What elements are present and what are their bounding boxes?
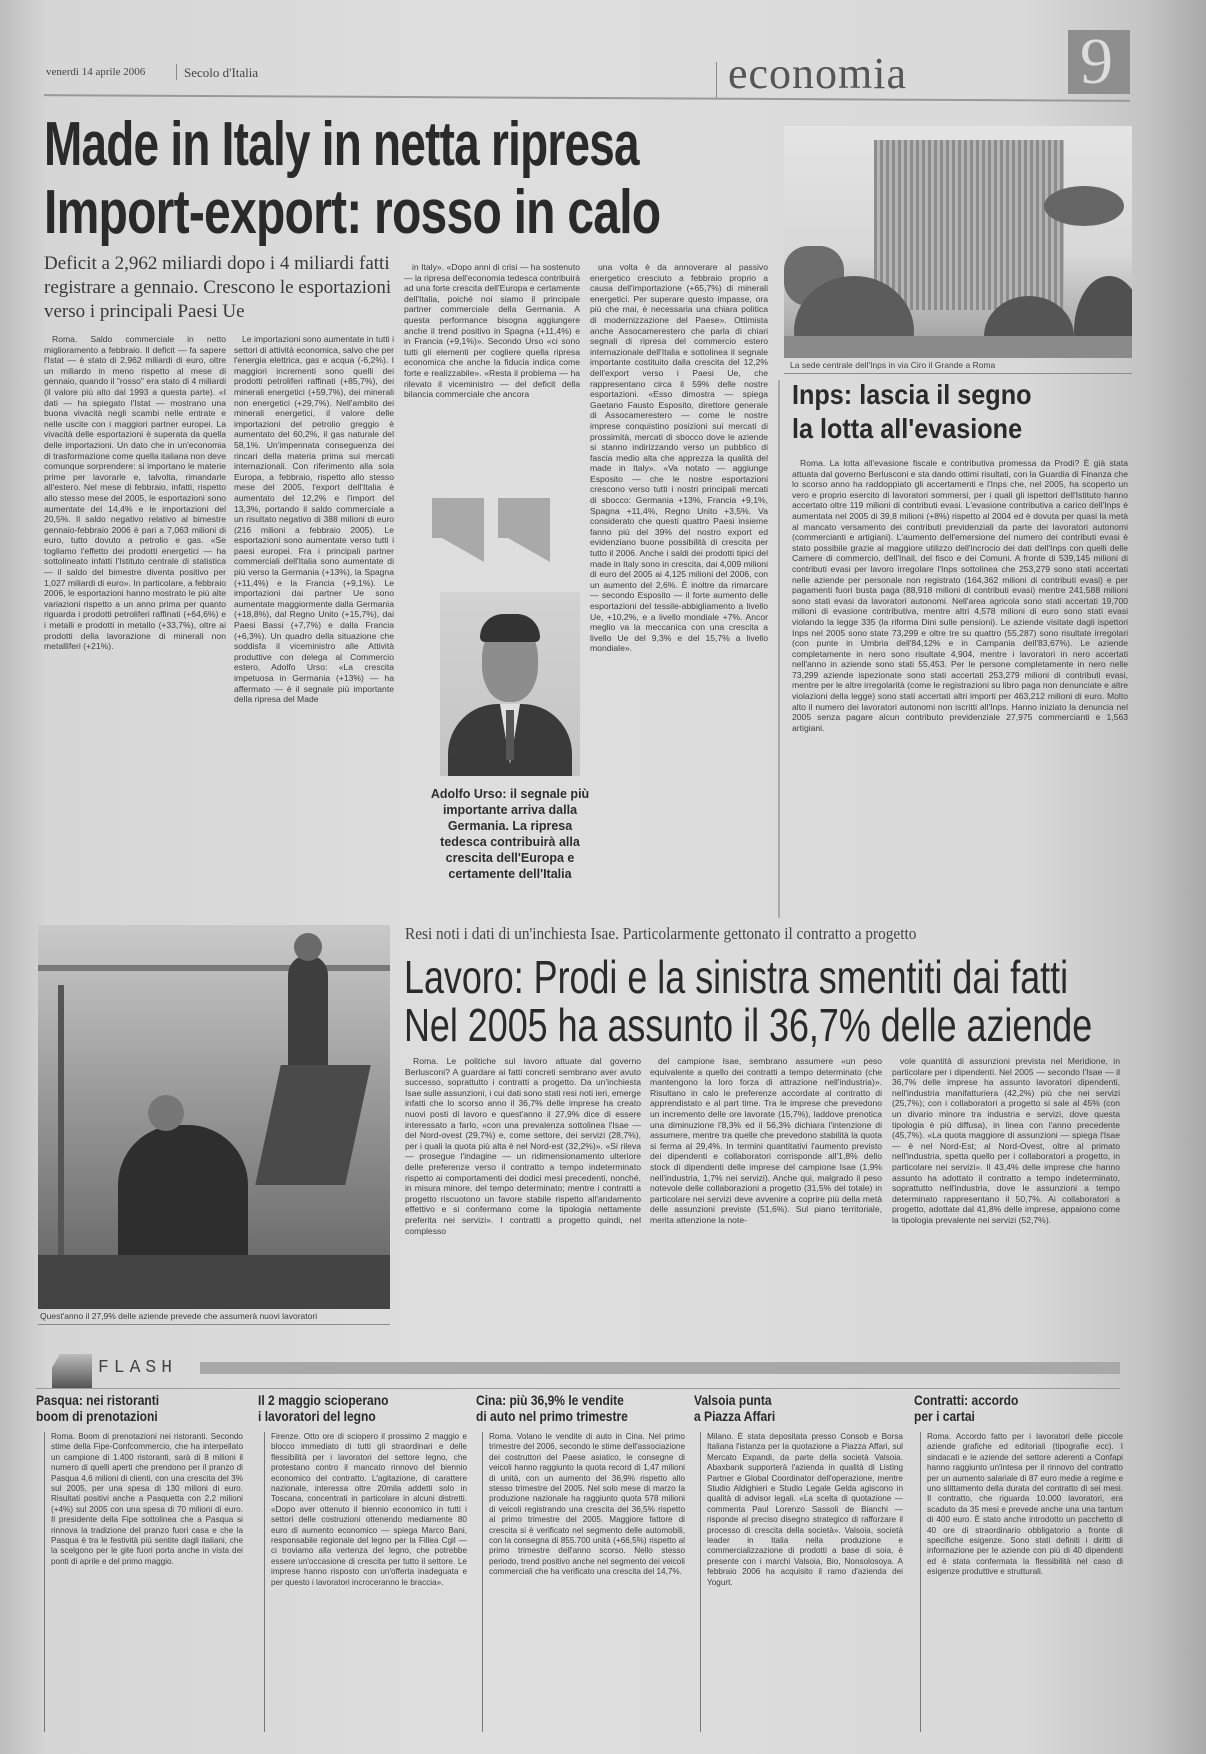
page-number: 9 (1080, 25, 1113, 98)
inps-building-photo (784, 126, 1132, 358)
flash-headline-line-1: Pasqua: nei ristoranti (36, 1392, 160, 1408)
workers-photo (38, 925, 390, 1309)
inps-headline-line-2: la lotta all'evasione (792, 413, 1023, 444)
lavoro-headline-line-2: Nel 2005 ha assunto il 36,7% delle aziende (404, 999, 1093, 1051)
flash-bar (200, 1362, 1120, 1374)
flash-body: Roma. Accordo fatto per i lavoratori delle piccole aziende grafiche ed editoriali (tipografie ecc). I sindacati e le aziende del settore aderenti a Confapi hanno raggiunto un'intesa per il rinnovo del contratto per un aumento salariale di 87 euro medie a regime e uno slittamento della durata del contratto di sei mesi. Il contratto, che riguarda 10.000 lavoratori, era scaduto da 35 mesi e prevede anche una una tantum di 400 euro. È stato anche introdotto un pacchetto di 40 ore di straordinario obbligatorio a fronte di specifiche esigenze. Sono stati definiti i diritti di informazione per le aziende con più di 40 dipendenti ed è stata confermata la flessibilità nel caso di esigenze produttive e strutturali. (920, 1432, 1123, 1732)
flash-body: Milano. È stata depositata presso Consob e Borsa Italiana l'istanza per la quotazione a Piazza Affari, sul Mercato Expandi, da parte della società Valsoia. Abaxbank supporterà l'azienda in qualità di Listing Partner e Global Coordinator dell'operazione, mentre Studio Aldighieri e Studio Legale Gelda agiscono in qualità di advisor legali. «La scelta di quotazione — commenta Paul Lorenzo Sassoli de Bianchi — risponde al preciso disegno strategico di rafforzare il processo di crescita della società». Valsoia, società leader in Italia nella produzione e commercializzazione di prodotti a base di soia, è presente con i marchi Valsoia, Bio, Nonsolosoya. A febbraio 2006 ha acquisito il ramo d'azienda dei Yogurt. (700, 1432, 903, 1732)
flash-label: FLASH (98, 1358, 178, 1378)
lavoro-column-1 (405, 1056, 641, 1326)
flash-headline-line-1: Contratti: accordo (914, 1392, 1019, 1408)
inps-headline-line-1: Inps: lascia il segno (792, 379, 1032, 410)
flash-headline-line-2: di auto nel primo trimestre (476, 1408, 628, 1424)
top-headline-line-1: Made in Italy in netta ripresa (44, 110, 639, 179)
paragraph: Roma. Le politiche sul lavoro attuate dal governo Berlusconi? A guardare ai fatti concreti sembrano aver avuto successo, soprattutto i contratti a progetto. Da un'inchiesta Isae sulle assunzioni, i cui dati sono stati resi noti ieri, emerge infatti che lo scorso anno il 36,7% delle imprese ha creato nuovi posti di lavoro e quest'anno il 27,9% dice di essere interessato a farlo, «con una prevalenza sottolinea l'Isae — del Nord-ovest (29,7%) e, come settore, dei servizi (28,7%), per i quali la quota più alta è nel Nord-est (32,2%)». «Si rileva — prosegue l'indagine — un ridimensionamento ulteriore delle preferenze verso il contratto a tempo indeterminato rispetto ai comportamenti dei dodici mesi precedenti, nonché, in misura minore, del tempo determinato; mentre i contratti a progetto riscuotono un favore stabile rispetto all'andamento effettivo e si confermano come la tipologia nettamente preferita nei servizi». I contratti a progetto quindi, nel complesso (405, 1056, 641, 1236)
top-article-column-4 (590, 262, 768, 920)
flash-headline-line-2: boom di prenotazioni (36, 1408, 158, 1424)
newspaper-name: Secolo d'Italia (184, 65, 259, 80)
inps-caption-rule (784, 373, 1132, 374)
flash-headline-line-1: Valsoia punta (694, 1392, 772, 1408)
portrait-caption: Adolfo Urso: il segnale più importante arriva dalla Germania. La ripresa tedesca contribuirà alla crescita dell'Europa e certamente dell'Italia (430, 787, 590, 881)
lavoro-headline-line-1: Lavoro: Prodi e la sinistra smentiti dai fatti (404, 951, 1069, 1003)
top-article-column-3 (404, 262, 580, 494)
column-divider (778, 380, 780, 918)
paragraph: del campione Isae, sembrano assumere «un peso equivalente a quello dei contratti a tempo determinato (che mantengono la loro forza di attrazione nell'industria)». Risultano in calo le preferenze accordate al contratto di apprendistato e al part time. Tra le imprese che prevedono un incremento delle ore lavorate (15,7%), laddove prenotica una diminuzione l'8,3% ed il 56,3% dichiara l'intenzione di assumere, mentre tra quelle che prevedono stabilità la quota si ferma al 29,4%. In termini quantitativi l'aumento previsto dei dipendenti e collaboratori corrisponde all'1,8% dello stock di dipendenti delle imprese del campione Isae (1,9% nell'industria, 1,7% nei servizi). Anche qui, malgrado il peso notevole delle collaborazioni a progetto (31,5% del totale) in particolare nei servizi deve avvenire a coprire più della metà delle assunzioni previste (51,6%). Sul piano territoriale, merita attenzione la note- (650, 1056, 882, 1225)
inps-photo-caption: La sede centrale dell'Inps in via Ciro il Grande a Roma (790, 360, 996, 370)
flash-body: Roma. Boom di prenotazioni nei ristoranti. Secondo stime della Fipe-Confcommercio, che ha interpellato un campione di 1.400 ristoranti, sarà di 8 milioni il numero di quelli aperti che prendono per il pranzo di Pasqua 4,6 milioni di clienti, con una crescita del 3% sul 2005, per una spesa di 130 milioni di euro. Risultati positivi anche a Pasquetta con 2,2 milioni (+4%) sul 2005 con una spesa di 70 milioni di euro. Il presidente della Fipe sottolinea che a Pasqua si rinnova la tradizione del pranzo fuori casa e che la Pasqua è tra le festività più sentite dagli italiani, che la scelgono per le gite fuori porta anche in vista dei ponti di aprile e del primo maggio. (44, 1432, 243, 1732)
paragraph: Le importazioni sono aumentate in tutti i settori di attività economica, salvo che per l'energia elettrica, gas e acqua (-6,2%). I maggiori incrementi sono quelli dei prodotti petroliferi raffinati (+85,7%), dei minerali energetici (+59,7%), dei minerali non energetici (+29,7%). Nell'ambito dei minerali energetici, il valore delle importazioni del petrolio greggio è aumentato del 60,2%, il gas naturale del 58,1%. Un'impennata conseguenza dei rincari della materia prima sui mercati internazionali. Con riferimento alla sola Europa, a febbraio, rispetto allo stesso mese del 2005, l'export dell'Italia è aumentato del 12,2% e l'import del 13,3%, portando il saldo commerciale a un risultato negativo di 388 milioni di euro (216 milioni a febbraio 2005). Le esportazioni sono aumentate verso tutti i paesi europei. Fra i principali partner commerciali dell'Italia sono aumentate di più verso la Germania (+13%), la Spagna (+11,4%) e la Francia (+9,1%). Le importazioni dai partner Ue sono aumentate maggiormente dalla Germania (+18,8%), dal Regno Unito (+15,7%), dai Paesi Bassi (+7,7%) e dalla Francia (+6,3%). Un quadro della situazione che soddisfa il viceministro alle Attività produttive con delega al Commercio estero, Adolfo Urso: «La crescita impetuosa in Germania (+13%) — ha affermato — è il segnale più importante della ripresa del Made (234, 334, 394, 705)
workers-photo-caption: Quest'anno il 27,9% delle aziende prevede che assumerà nuovi lavoratori (40, 1311, 318, 1321)
workers-caption-rule (38, 1324, 390, 1325)
paragraph: una volta è da annoverare al passivo energetico cresciuto a febbraio proprio a causa dell'importazione (+65,7%) di minerali energetici. Per superare questo impasse, ora più che mai, è necessaria una chiara politica di modernizzazione del Paese». Ottimista anche Assocamerestero che parla di chiari segnali di ripresa del commercio estero internazionale dell'Italia e sottolinea il segnale importante costituito dalla crescita del 12,2% dell'export verso i Paesi Ue, che rappresentano circa il 59% delle nostre esportazioni. «Esso dimostra — spiega Gaetano Fausto Esposito, direttore generale di Assocamerestero — come le nostre imprese conquistino posizioni sui mercati di prossimità, mercati di sbocco dove le aziende si stanno indirizzando verso un pubblico di fascia medio alta che apprezza la qualità del made in Italy». «Va notato — aggiunge Esposito — che le nostre esportazioni crescono verso tutti i nostri principali mercati di sbocco: Germania +13%, Francia +9,1%, Spagna +11,4%, Regno Unito +3,5%. Va considerato che questi quattro Paesi insieme fanno più del 39% del nostro export ed evidenziano buone possibilità di crescita per tutto il 2006. Anche i saldi dei prodotti tipici del made in Italy sono in crescita, dai 4,009 milioni di euro del 2005 ai 4,125 milioni del 2006, con un aumento del 2,6%. È inoltre da rimarcare — secondo Esposito — il forte aumento delle esportazioni del tessile-abbigliamento a livello Ue, +10,2%, e a livello mondiale +7%. Ancor meglio va la meccanica con una crescita a livello Ue del 9,3% e del 15,7% a livello mondiale». (590, 262, 768, 654)
header-date: venerdì 14 aprile 2006 (46, 66, 146, 78)
paragraph: Roma. La lotta all'evasione fiscale e contributiva promessa da Prodi? È già stata attuata dal governo Berlusconi e sta dando ottimi risultati, con la Guardia di Finanza che lo scorso anno ha raddoppiato gli accertamenti e l'Inps che, nel 2005, ha scoperto un vero e proprio esercito di lavoratori sommersi, per i quali gli ispettori dell'Istituto hanno accertato oltre 119 milioni di contributi evasi. L'evasione contributiva a carico dell'Inps è aumentata nel 2005 di 39,8 milioni (+8%) rispetto al 2004 ed è dovuta per quasi la metà al mancato versamento dei contributi previdenziali da parte dei lavoratori autonomi (commercianti e artigiani). L'aumento dell'emersione del numero dei contributi evasi è stato possibile grazie al maggiore utilizzo dell'incrocio dei dati dell'Inps con quelli delle Camere di commercio, dell'Inail, del fisco e dei Comuni. A fronte di 539,145 milioni di contributi evasi per lavoro irregolare l'Inps sottolinea che 253,279 sono stati accertati nelle aziende per personale non registrato (164,362 milioni di contributi evasi) e per pagamenti fuori busta paga (88,918 milioni di contributi evasi) mentre 241,588 milioni sono stati evasi da lavoratori autonomi. Nell'area agricola sono stati accertati 19,700 milioni di evasione contributiva, mentre altri 4,578 milioni di euro sono stati evasi violando la legge 335 (la riforma Dini sulle pensioni). Le aziende visitate dagli ispettori Inps nel 2005 sono state 73,299 e oltre tre su quattro (55,287) sono risultate irregolari (con punte in Umbria dell'84,12% e in Campania dell'83,67%). Le aziende completamente in nero sono risultate 4,904, mentre i lavoratori in nero accertati nell'anno in aziende sono stati 55,453. Per le persone completamente in nero nelle 73,299 aziende ispezionate sono stati accertati 253,279 milioni di contributi evasi, mentre per le altre irregolarità (come le registrazioni su libro paga non denunciate e altre violazioni della legge) sono stati accertati altri importi per 463,212 milioni di euro. Molto alto il numero dei lavoratori autonomi non iscritti all'Inps. Hanno iniziato la denuncia nel 2005 senza pagare alcun contributo previdenziale 27,975 commercianti e 1,563 artigiani. (792, 458, 1128, 733)
header-separator (176, 64, 177, 80)
paragraph: in Italy». «Dopo anni di crisi — ha sostenuto — la ripresa dell'economia tedesca contribuirà ad una forte crescita dell'Europa e certamente dell'Italia, poiché noi siamo il principale partner commerciale della Germania. A questa performance bisogna aggiungere anche il trend positivo in Spagna (+11,4%) e in Francia (+9,1%)». Secondo Urso «ci sono tutti gli elementi per cogliere quella ripresa economica che anche la fiducia indica come forte e realizzabile». «Resta il problema — ha rilevato il viceministro — del deficit della bilancia commerciale che ancora (404, 262, 580, 400)
paragraph: vole quantità di assunzioni prevista nel Meridione, in particolare per i dipendenti. Nel 2005 — secondo l'Isae — il 36,7% delle imprese ha assunto lavoratori dipendenti, nell'industria manifatturiera (42,2%) più che nei servizi (25,7%); con i collaboratori a progetto si sale al 45% (con un divario minore tra industria e servizi, dove questa tipologia è più diffusa), in linea con l'anno precedente (45,7%). «La quota maggiore di assunzioni — spiega l'Isae — è nel Nord-Est; al Nord-Ovest, oltre al primato nell'industria, spetta quello per i collaboratori a progetto, in particolare nei servizi». Il 43,4% delle imprese che hanno assunto ha adottato il contratto a tempo indeterminato, soprattutto nell'industria, dove le assunzioni a tempo determinato rappresentano il 50,7%. Ai collaboratori a progetto, adottate dal 41,8% delle imprese, appaiono come la tipologia prevalente nei servizi (52,7%). (892, 1056, 1120, 1225)
flash-body: Firenze. Otto ore di sciopero il prossimo 2 maggio e blocco immediato di tutti gli straordinari e delle flessibilità per i lavoratori del settore legno, che protestano contro il mancato rinnovo del biennio economico del contratto. L'agitazione, di carattere nazionale, interessa oltre 20mila addetti solo in Toscana, concentrati in particolare in alcuni distretti. «Dopo aver ottenuto il biennio economico in tutti i settori delle costruzioni ottenendo mediamente 80 euro di aumento economico — spiega Marco Bani, responsabile regionale del legno per la Fillea Cgil — ci troviamo alla vertenza del legno, che potrebbe essere un'occasione di crescita per tutto il settore. Le imprese hanno risposto con un'offerta inadeguata e per questo i lavoratori incroceranno le braccia». (264, 1432, 467, 1732)
lavoro-kicker: Resi noti i dati di un'inchiesta Isae. Particolarmente gettonato il contratto a progetto (405, 924, 917, 943)
top-article-column-2 (234, 334, 394, 920)
flash-rule (36, 1388, 1120, 1389)
header-rule (44, 94, 1130, 102)
flash-icon (52, 1354, 92, 1388)
top-article-column-1 (44, 334, 226, 920)
flash-headline-line-1: Il 2 maggio scioperano (258, 1392, 389, 1408)
paragraph: Roma. Saldo commerciale in netto miglioramento a febbraio. Il deficit — fa sapere l'Istat — è stato di 2,962 miliardi di euro, oltre un miliardo in meno rispetto al mese di gennaio, quando il "rosso" era stato di 4 miliardi (il valore più alto dal 1993 a questa parte). «I dati — ha spiegato l'Istat — mostrano una buona vivacità negli scambi nelle entrate e nelle uscite con i maggiori partner europei. La vivacità delle esportazioni è superata da quella delle importazioni. Un dato che in un'economia di trasformazione come quella italiana non deve comunque sorprendere: si importano le materie prime per lavorarle e, talvolta, rimandarle all'estero. Nel mese di febbraio, infatti, rispetto allo stesso mese del 2005, le esportazioni sono aumentate del 14,4% e le importazioni del 20,5%. Il saldo negativo relativo al bimestre gennaio-febbraio 2006 è pari a 7,063 milioni di euro, tutto dovuto a petrolio e gas. «Se togliamo l'effetto dei prodotti energetici — ha sottolineato infatti l'Istituto centrale di statistica — il saldo del bimestre diventa positivo per 1,027 miliardi di euro». In particolare, a febbraio 2006, le esportazioni hanno mostrato le più alte variazioni rispetto a un anno prima per quanto riguarda i prodotti petroliferi raffinati (+64,6%) e i metalli e prodotti in metallo (+33,7%), oltre ai prodotti della lavorazione di minerali non metalliferi (+21%). (44, 334, 226, 652)
inps-body (792, 458, 1128, 918)
flash-headline-line-2: i lavoratori del legno (258, 1408, 376, 1424)
lavoro-column-3 (892, 1056, 1120, 1326)
top-headline-line-2: Import-export: rosso in calo (44, 178, 661, 247)
section-title: economia (728, 49, 908, 98)
section-separator (716, 62, 717, 98)
flash-headline-line-2: per i cartai (914, 1408, 975, 1424)
flash-headline-line-2: a Piazza Affari (694, 1408, 776, 1424)
flash-body: Roma. Volano le vendite di auto in Cina. Nel primo trimestre del 2006, secondo le stime dell'associazione dei costruttori del Paese asiatico, le consegne di veicoli hanno raggiunto la quota record di 1,47 milioni di unità, con un aumento del 36,9% rispetto allo stesso trimestre del 2005. Nel solo mese di marzo la produzione nazionale ha raggiunto quota 578 milioni di veicoli registrando una crescita del 36,5% rispetto al primo trimestre del 2005. Maggiore fattore di crescita si è verificato nel segmento delle automobili, con la consegna di 855.700 unità (+66,5%) rispetto al primo trimestre dell'anno scorso. Nello stesso periodo, trend positivo anche nel segmento dei veicoli commerciali che ha verificato una crescita del 14,7%. (482, 1432, 685, 1732)
portrait-photo-adolfo-urso (440, 592, 580, 776)
quote-marks-icon (432, 498, 562, 562)
flash-headline-line-1: Cina: più 36,9% le vendite (476, 1392, 624, 1408)
top-deck: Deficit a 2,962 miliardi dopo i 4 miliardi fatti registrare a gennaio. Crescono le esportazioni verso i principali Paesi Ue (44, 253, 392, 322)
lavoro-column-2 (650, 1056, 882, 1326)
